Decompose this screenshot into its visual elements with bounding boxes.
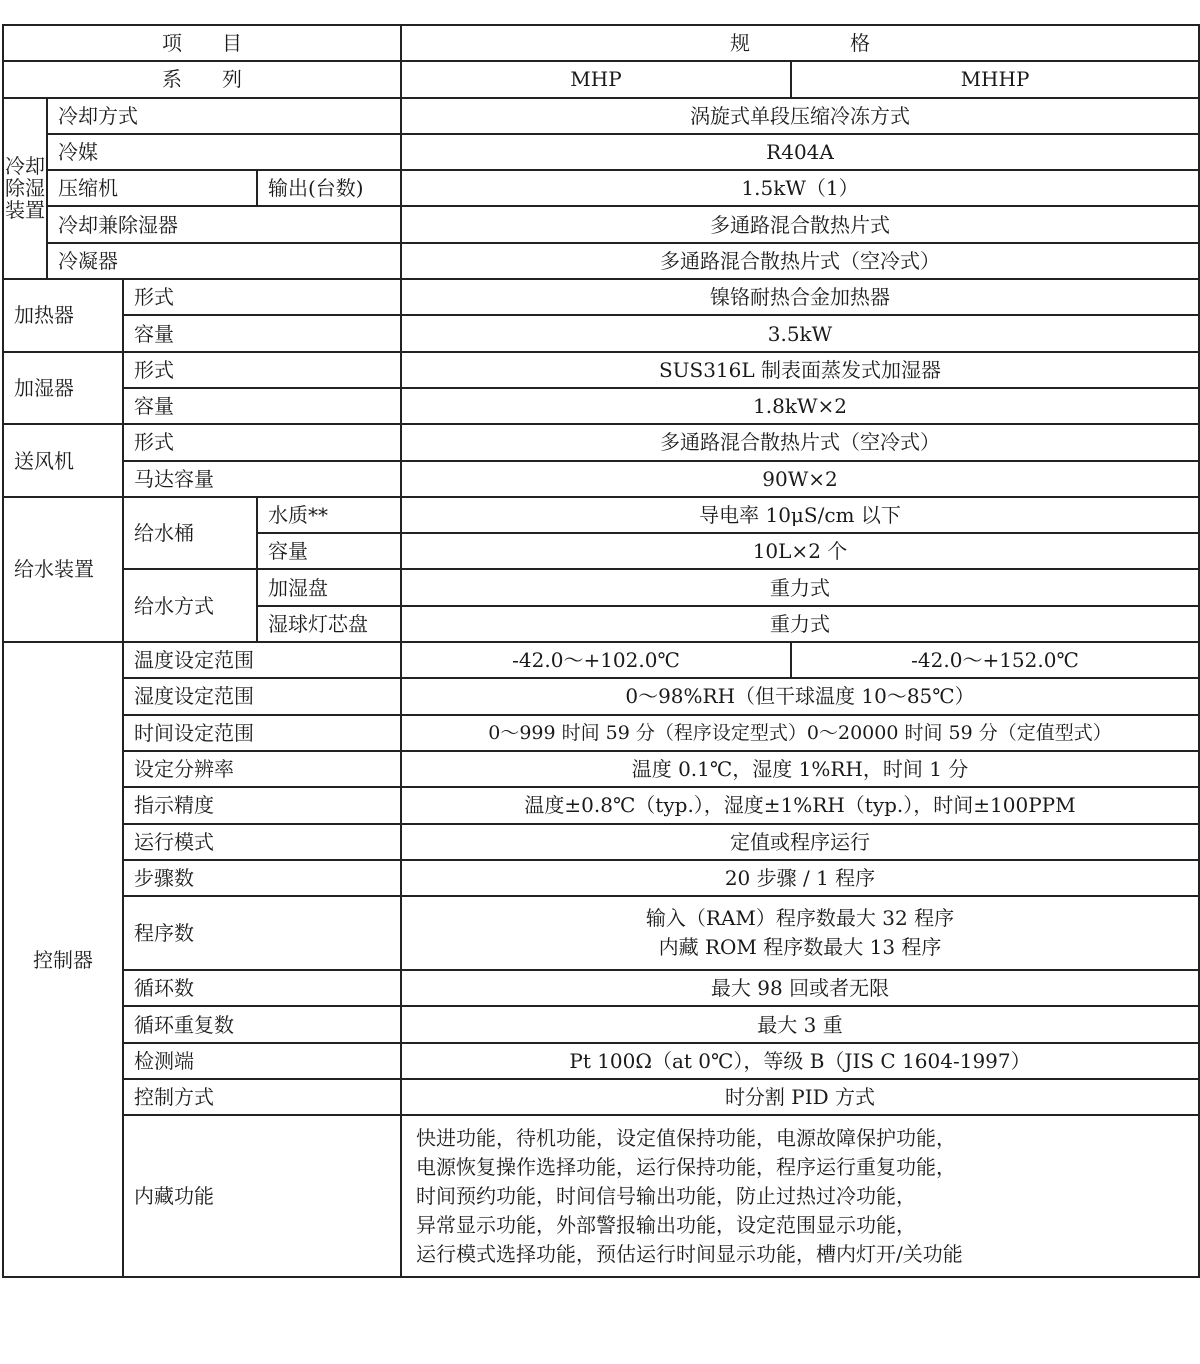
functions-line-5: 运行模式选择功能，预估运行时间显示功能，槽内灯开/关功能 [416,1241,963,1266]
spec-table [2,24,1200,1278]
dehumidifier-label: 冷却兼除湿器 [47,206,401,242]
cycles-label: 循环数 [123,970,401,1006]
sensor-value: Pt 100Ω（at 0℃），等级 B（JIS C 1604-1997） [401,1043,1199,1079]
cooling-method-label: 冷却方式 [47,98,401,134]
sensor-label: 检测端 [123,1043,401,1079]
series-header: 系 列 [3,61,401,97]
table-row [3,970,1199,1006]
water-quality-value: 导电率 10μS/cm 以下 [401,497,1199,533]
functions-line-2: 电源恢复操作选择功能，运行保持功能，程序运行重复功能， [416,1154,956,1179]
mode-value: 定值或程序运行 [401,824,1199,860]
control-method-label: 控制方式 [123,1079,401,1115]
steps-label: 步骤数 [123,860,401,896]
water-capacity-label: 容量 [257,533,401,569]
table-row [3,1079,1199,1115]
blower-motor-value: 90W×2 [401,461,1199,497]
heater-category: 加热器 [3,279,123,352]
mode-label: 运行模式 [123,824,401,860]
temp-range-mhp: -42.0～+102.0℃ [401,642,791,678]
cooling-category: 冷却除湿装置 [3,98,47,279]
dehumidifier-value: 多通路混合散热片式 [401,206,1199,242]
table-row [3,134,1199,170]
blower-category: 送风机 [3,424,123,497]
wick-pan-value: 重力式 [401,606,1199,642]
humidifier-capacity-label: 容量 [123,388,401,424]
table-row [3,678,1199,714]
time-range-label: 时间设定范围 [123,715,401,751]
time-range-value: 0～999 时间 59 分（程序设定型式）0～20000 时间 59 分（定值型式） [401,715,1199,751]
programs-label: 程序数 [123,896,401,970]
heater-capacity-value: 3.5kW [401,315,1199,351]
humid-range-label: 湿度设定范围 [123,678,401,714]
table-row [3,279,1199,315]
water-supply-category: 给水装置 [3,497,123,642]
humid-pan-value: 重力式 [401,569,1199,605]
table-row [3,896,1199,970]
condenser-value: 多通路混合散热片式（空冷式） [401,243,1199,279]
functions-value [401,1115,1199,1277]
table-row [3,352,1199,388]
table-row [3,569,1199,605]
compressor-sub-label: 输出(台数) [257,170,401,206]
cycles-value: 最大 98 回或者无限 [401,970,1199,1006]
blower-type-label: 形式 [123,424,401,460]
steps-value: 20 步骤 / 1 程序 [401,860,1199,896]
table-row [3,1006,1199,1042]
model-mhhp: MHHP [791,61,1199,97]
compressor-value: 1.5kW（1） [401,170,1199,206]
table-row [3,1115,1199,1277]
table-row [3,715,1199,751]
table-row [3,315,1199,351]
blower-motor-label: 马达容量 [123,461,401,497]
table-row [3,424,1199,460]
water-method-label: 给水方式 [123,569,257,642]
humidifier-type-label: 形式 [123,352,401,388]
spec-header: 规 格 [401,25,1199,61]
model-mhp: MHP [401,61,791,97]
water-quality-label: 水质** [257,497,401,533]
functions-line-1: 快进功能，待机功能，设定值保持功能，电源故障保护功能， [416,1125,956,1150]
heater-capacity-label: 容量 [123,315,401,351]
header-row [3,25,1199,61]
table-row [3,206,1199,242]
wick-pan-label: 湿球灯芯盘 [257,606,401,642]
humid-pan-label: 加湿盘 [257,569,401,605]
cycle-repeat-value: 最大 3 重 [401,1006,1199,1042]
table-row [3,642,1199,678]
humidifier-capacity-value: 1.8kW×2 [401,388,1199,424]
table-row [3,824,1199,860]
compressor-label: 压缩机 [47,170,257,206]
programs-line-1: 输入（RAM）程序数最大 32 程序 [645,906,955,931]
heater-type-value: 镍铬耐热合金加热器 [401,279,1199,315]
condenser-label: 冷凝器 [47,243,401,279]
cycle-repeat-label: 循环重复数 [123,1006,401,1042]
table-row [3,170,1199,206]
table-row [3,497,1199,533]
water-capacity-value: 10L×2 个 [401,533,1199,569]
accuracy-label: 指示精度 [123,787,401,823]
resolution-value: 温度 0.1℃，湿度 1%RH，时间 1 分 [401,751,1199,787]
heater-type-label: 形式 [123,279,401,315]
humidifier-category: 加湿器 [3,352,123,425]
refrigerant-value: R404A [401,134,1199,170]
controller-category: 控制器 [3,642,123,1277]
functions-label: 内藏功能 [123,1115,401,1277]
cooling-method-value: 涡旋式单段压缩冷冻方式 [401,98,1199,134]
humid-range-value: 0～98%RH（但干球温度 10～85℃） [401,678,1199,714]
table-row [3,787,1199,823]
programs-value [401,896,1199,970]
table-row [3,461,1199,497]
temp-range-label: 温度设定范围 [123,642,401,678]
series-row [3,61,1199,97]
table-row [3,751,1199,787]
table-row [3,98,1199,134]
table-row [3,388,1199,424]
table-row [3,243,1199,279]
functions-line-3: 时间预约功能，时间信号输出功能，防止过热过冷功能， [416,1183,916,1208]
control-method-value: 时分割 PID 方式 [401,1079,1199,1115]
temp-range-mhhp: -42.0～+152.0℃ [791,642,1199,678]
refrigerant-label: 冷媒 [47,134,401,170]
accuracy-value: 温度±0.8℃（typ.），湿度±1%RH（typ.），时间±100PPM [401,787,1199,823]
resolution-label: 设定分辨率 [123,751,401,787]
table-row [3,860,1199,896]
blower-type-value: 多通路混合散热片式（空冷式） [401,424,1199,460]
humidifier-type-value: SUS316L 制表面蒸发式加湿器 [401,352,1199,388]
programs-line-2: 内藏 ROM 程序数最大 13 程序 [658,935,942,960]
table-row [3,1043,1199,1079]
water-tank-label: 给水桶 [123,497,257,570]
item-header: 项 目 [3,25,401,61]
functions-line-4: 异常显示功能，外部警报输出功能，设定范围显示功能， [416,1212,916,1237]
